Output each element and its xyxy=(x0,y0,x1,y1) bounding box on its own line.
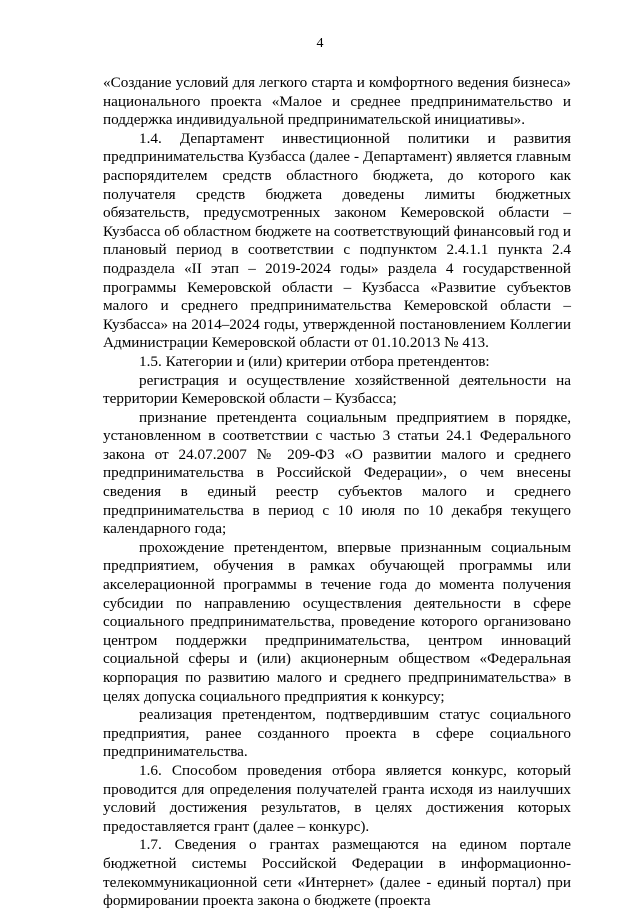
page-number: 4 xyxy=(316,36,324,51)
criterion-registration: регистрация и осуществление хозяйственной деятельности на территории Кемеровской области – Кузбасса; xyxy=(103,371,571,408)
paragraph-intro-continuation: «Создание условий для легкого старта и комфортного ведения бизнеса» национального проекта «Малое и среднее предпринимательство и поддержка индивидуальной предпринимательской инициативы». xyxy=(103,74,571,129)
paragraph-1-6-method: 1.6. Способом проведения отбора является конкурс, который проводится для определения получателей гранта исходя из наилучших условий достижения результатов, в целях достижения которых предоставляется грант (далее – конкурс). xyxy=(103,761,571,835)
criterion-project: реализация претендентом, подтвердившим статус социального предприятия, ранее созданного проекта в сфере социального предпринимательства. xyxy=(103,706,571,761)
document-body xyxy=(103,74,571,911)
criterion-training: прохождение претендентом, впервые признанным социальным предприятием, обучения в рамках обучающей программы или акселерационной программы в течение года до момента получения субсидии по направлению осуществления деятельности в сфере социального предпринимательства, проведение которого организовано центром поддержки предпринимательства, центром инноваций социальной сферы и (или) акционерным обществом «Федеральная корпорация по развитию малого и среднего предпринимательства» в целях допуска социального предприятия к конкурсу; xyxy=(103,538,571,705)
paragraph-1-5-criteria: 1.5. Категории и (или) критерии отбора претендентов: xyxy=(139,352,490,370)
paragraph-1-4-department: 1.4. Департамент инвестиционной политики и развития предпринимательства Кузбасса (далее - Департамент) является главным распорядителем средств областного бюджета, до которого как получателя средств бюджета доведены лимиты бюджетных обязательств, предусмотренных законом Кемеровской области – Кузбасса об областном бюджете на соответствующий финансовый год и плановый период в соответствии с подпунктом 2.4.1.1 пункта 2.4 подраздела «II этап – 2019-2024 годы» раздела 4 государственной программы Кемеровской области – Кузбасса «Развитие субъектов малого и среднего предпринимательства Кемеровской области – Кузбасса» на 2014–2024 годы, утвержденной постановлением Коллегии Администрации Кемеровской области от 01.10.2013 № 413. xyxy=(103,129,571,352)
paragraph-1-7-portal: 1.7. Сведения о грантах размещаются на едином портале бюджетной системы Российской Федерации в информационно-телекоммуникационной сети «Интернет» (далее - единый портал) при формировании проекта закона о бюджете (проекта xyxy=(103,836,571,910)
criterion-social-enterprise: признание претендента социальным предприятием в порядке, установленном в соответствии с частью 3 статьи 24.1 Федерального закона от 24.07.2007 № 209-ФЗ «О развитии малого и среднего предпринимательства в Российской Федерации», о чем внесены сведения в единый реестр субъектов малого и среднего предпринимательства в период с 10 июля по 10 декабря текущего календарного года; xyxy=(103,408,571,538)
